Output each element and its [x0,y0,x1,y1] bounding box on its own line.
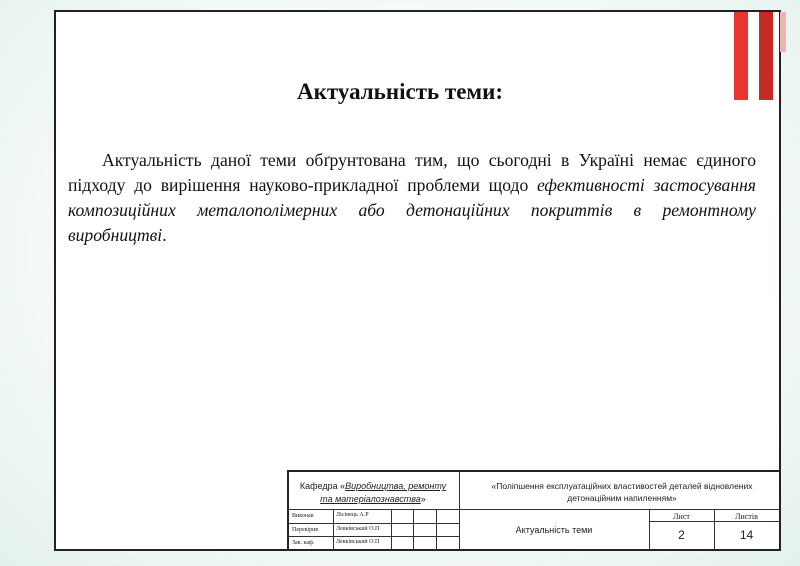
person-name: Левківський О.П [336,539,380,545]
department-text: Кафедра «Виробництва, ремонту та матеріалознавства» [299,481,447,504]
thesis-title: «Поліпшення експлуатаційних властивостей деталей відновлених детонаційним напиленням» [491,481,753,503]
body-period: . [162,225,167,245]
role-label: Зав. каф. [292,540,315,546]
body-plain-text: Актуальність даної теми обґрунтована тим, що сьогодні в Україні немає єдиного підходу до вирішення науково-прикладної проблеми щодо [68,150,756,195]
role-label: Виконав [292,513,314,519]
body-paragraph [68,148,756,248]
red-accent-bar-light [780,12,786,52]
sheet-label: Лист [673,512,690,521]
person-name: Левківський О.П [336,526,380,532]
role-label: Перевірив [292,527,319,533]
slide-title: Актуальність теми: [297,79,503,104]
body-italic-text: ефективності застосування композиційних металополімерних або детонаційних покриттів в ремонтному виробництві [68,175,756,245]
sheet-topic: Актуальність теми [515,525,593,535]
person-name: Лісінець А.Р [336,512,369,518]
sheets-total: 14 [739,528,754,542]
sheet-number: 2 [678,528,685,542]
title-block [287,470,781,551]
sheets-label: Листів [735,512,758,521]
